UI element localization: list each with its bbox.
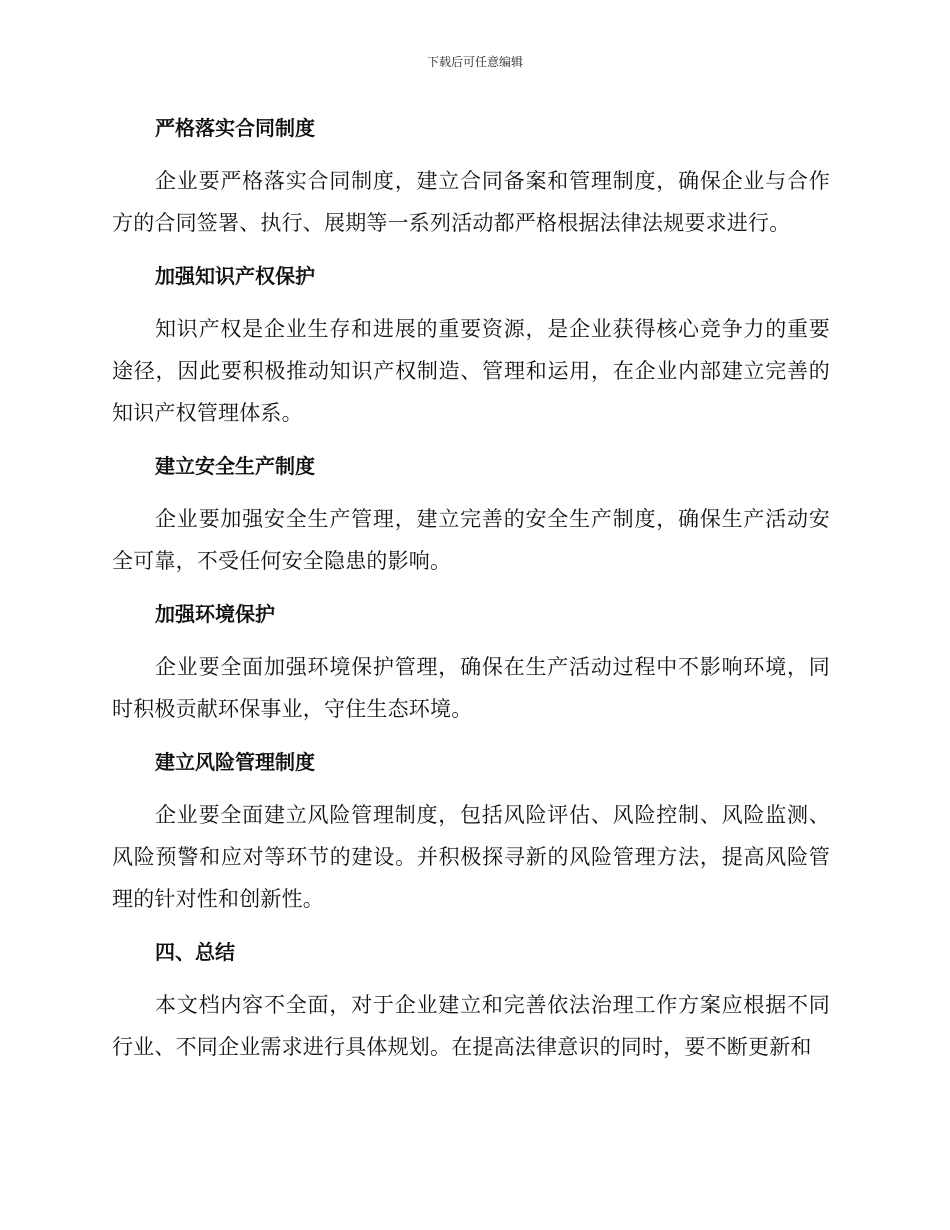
document-body <box>112 108 830 1068</box>
section-body-risk: 企业要全面建立风险管理制度，包括风险评估、风险控制、风险监测、风险预警和应对等环节的建设。并积极探寻新的风险管理方法，提高风险管理的针对性和创新性。 <box>112 803 830 911</box>
section-heading-contract: 严格落实合同制度 <box>155 116 315 140</box>
section-heading-summary: 四、总结 <box>155 940 235 964</box>
section-heading-risk: 建立风险管理制度 <box>155 750 315 774</box>
section-body-summary: 本文档内容不全面，对于企业建立和完善依法治理工作方案应根据不同行业、不同企业需求进行具体规划。在提高法律意识的同时，要不断更新和 <box>112 993 830 1059</box>
section-heading-safety: 建立安全生产制度 <box>155 454 315 478</box>
section-body-safety: 企业要加强安全生产管理，建立完善的安全生产制度，确保生产活动安全可靠，不受任何安全隐患的影响。 <box>112 507 830 573</box>
section-heading-ip: 加强知识产权保护 <box>155 264 315 288</box>
section-heading-environment: 加强环境保护 <box>155 602 275 626</box>
section-body-environment: 企业要全面加强环境保护管理，确保在生产活动过程中不影响环境，同时积极贡献环保事业，守住生态环境。 <box>112 655 830 721</box>
section-body-contract: 企业要严格落实合同制度，建立合同备案和管理制度，确保企业与合作方的合同签署、执行、展期等一系列活动都严格根据法律法规要求进行。 <box>112 169 830 235</box>
page-header: 下载后可任意编辑 <box>426 55 523 69</box>
section-body-ip: 知识产权是企业生存和进展的重要资源，是企业获得核心竞争力的重要途径，因此要积极推动知识产权制造、管理和运用，在企业内部建立完善的知识产权管理体系。 <box>112 317 830 425</box>
